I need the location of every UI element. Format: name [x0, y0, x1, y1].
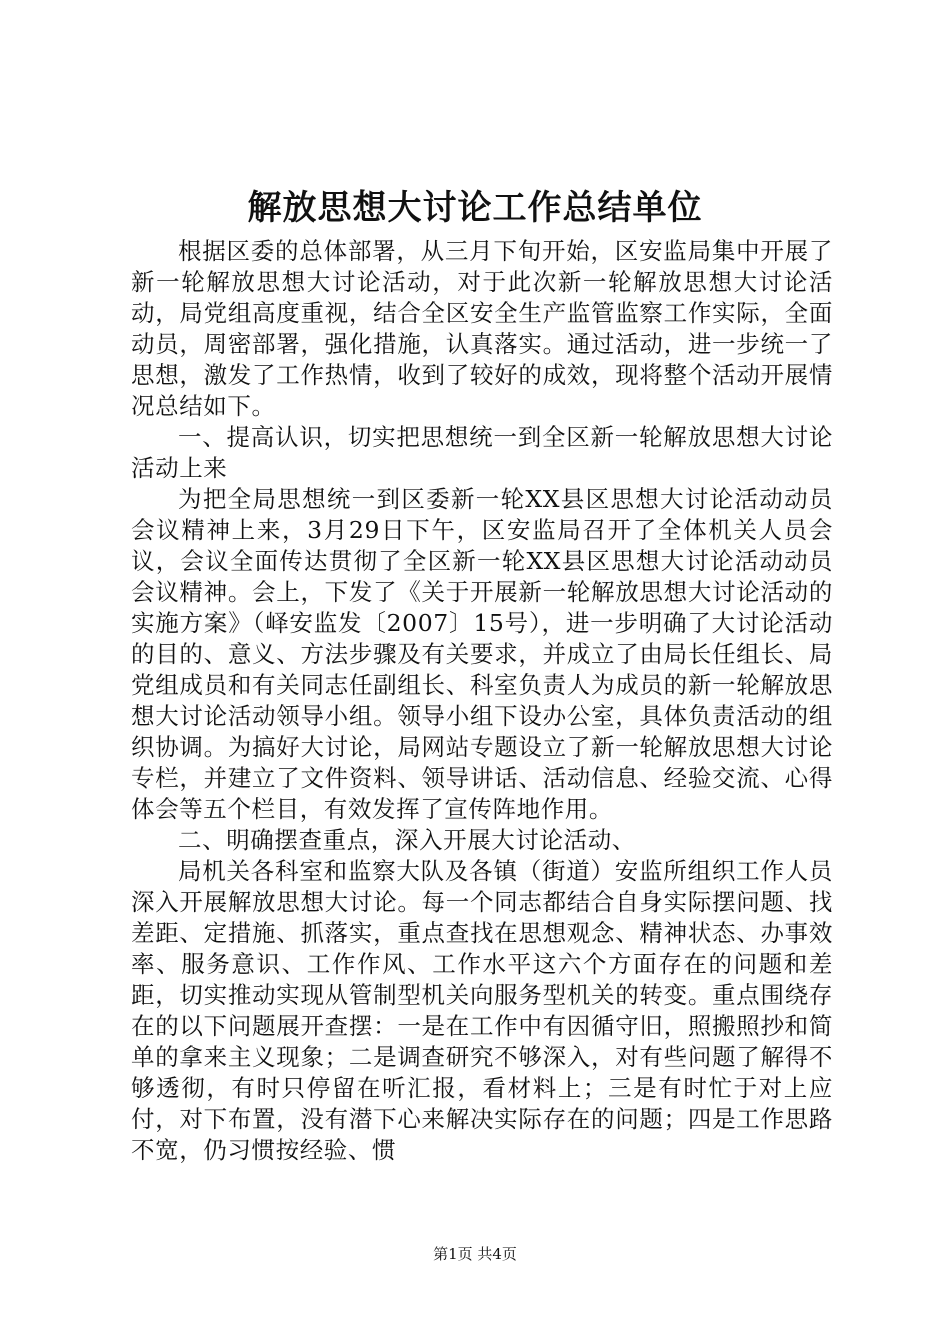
section-heading-2: 二、明确摆查重点，深入开展大讨论活动、: [178, 826, 636, 854]
section-heading-1: 一、提高认识，切实把思想统一到全区新一轮解放思想大讨论活动上来: [131, 423, 833, 482]
paragraph-section-1: 为把全局思想统一到区委新一轮XX县区思想大讨论活动动员会议精神上来，3月29日下午，区安监局召开了全体机关人员会议，会议全面传达贯彻了全区新一轮XX县区思想大讨论活动动员会议精神。会上，下发了《关于开展新一轮解放思想大讨论活动的实施方案》（峄安监发〔2007〕15号），进一步明确了大讨论活动的目的、意义、方法步骤及有关要求，并成立了由局长任组长、局党组成员和有关同志任副组长、科室负责人为成员的新一轮解放思想大讨论活动领导小组。领导小组下设办公室，具体负责活动的组织协调。为搞好大讨论，局网站专题设立了新一轮解放思想大讨论专栏，并建立了文件资料、领导讲话、活动信息、经验交流、心得体会等五个栏目，有效发挥了宣传阵地作用。: [131, 485, 833, 823]
page-number-footer: 第1页 共4页: [433, 1245, 517, 1263]
paragraph-intro: 根据区委的总体部署，从三月下旬开始，区安监局集中开展了新一轮解放思想大讨论活动，对于此次新一轮解放思想大讨论活动，局党组高度重视，结合全区安全生产监管监察工作实际，全面动员，周密部署，强化措施，认真落实。通过活动，进一步统一了思想，激发了工作热情，收到了较好的成效，现将整个活动开展情况总结如下。: [131, 237, 833, 420]
document-body: [131, 236, 833, 1166]
document-title: 解放思想大讨论工作总结单位: [247, 188, 703, 228]
paragraph-section-2: 局机关各科室和监察大队及各镇（街道）安监所组织工作人员深入开展解放思想大讨论。每一个同志都结合自身实际摆问题、找差距、定措施、抓落实，重点查找在思想观念、精神状态、办事效率、服务意识、工作作风、工作水平这六个方面存在的问题和差距，切实推动实现从管制型机关向服务型机关的转变。重点围绕存在的以下问题展开查摆：一是在工作中有因循守旧，照搬照抄和简单的拿来主义现象；二是调查研究不够深入，对有些问题了解得不够透彻，有时只停留在听汇报，看材料上；三是有时忙于对上应付，对下布置，没有潜下心来解决实际存在的问题；四是工作思路不宽，仍习惯按经验、惯: [131, 857, 833, 1164]
